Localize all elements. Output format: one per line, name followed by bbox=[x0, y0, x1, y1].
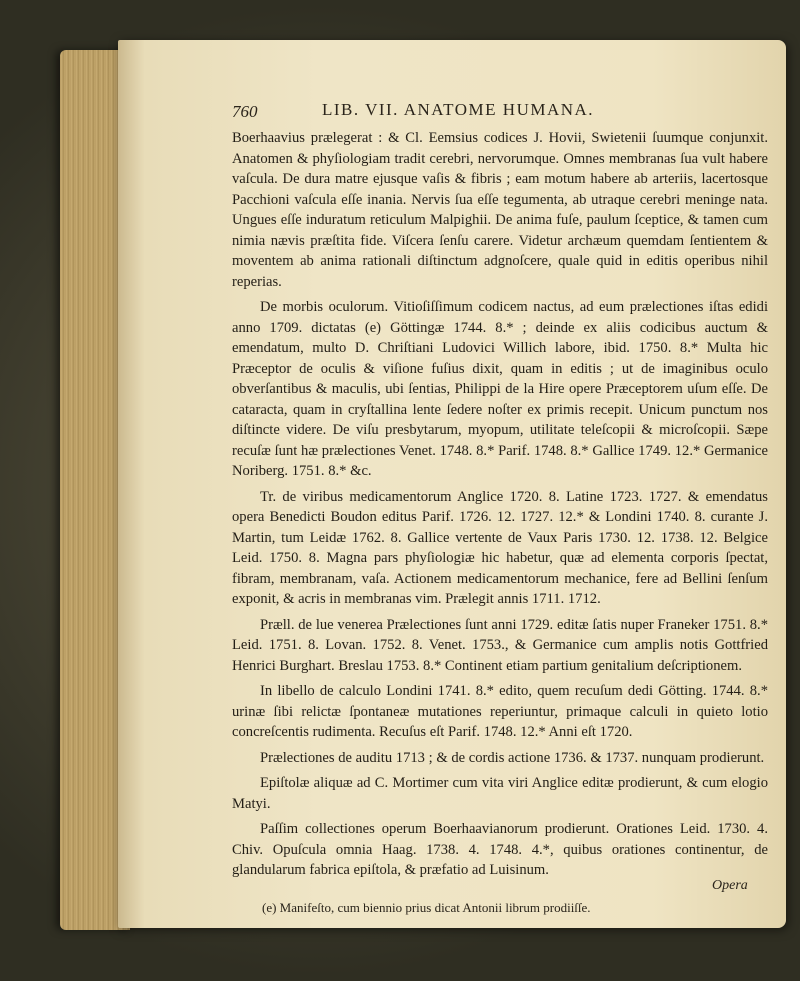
page-header bbox=[232, 100, 752, 128]
paragraph-7: Epiſtolæ aliquæ ad C. Mortimer cum vita viri Anglice editæ prodierunt, & cum elogio Matyi. bbox=[232, 775, 768, 812]
page-number: 760 bbox=[232, 102, 258, 121]
paragraph-3: Tr. de viribus medicamentorum Anglice 1720. 8. Latine 1723. 1727. & emendatus opera Benedicti Boudon editus Parif. 1726. 12. 1727. 12.* & Londini 1740. 8. curante J. Martin, tum Leidæ 1762. 8. Gallice vertente de Vaux Paris 1730. 12. 1738. 12. Belgice Leid. 1750. 8. Magna pars phyſiologiæ hic habetur, quæ ad elementa corporis ſpectat, fibram, membranam, vaſa. Actionem medicamentorum mechanice, fere ad Bellini ſenſum exponit, & acris in membranas vim. Prælegit annis 1711. 1712. bbox=[232, 488, 768, 607]
paragraph-5: In libello de calculo Londini 1741. 8.* edito, quem recuſum dedi Götting. 1744. 8.* urinæ ſibi relictæ ſpontaneæ mutationes reperiuntur, primaque calculi in quieto lotio concreſcentis rudimenta. Recuſus eſt Parif. 1748. 12.* Anni eſt 1720. bbox=[232, 683, 768, 740]
paragraph-8: Paſſim collectiones operum Boerhaavianorum prodierunt. Orationes Leid. 1730. 4. Chiv. Opuſcula omnia Haag. 1738. 4. 1748. 4.*, quibus orationes continentur, de glandularum fabrica epiſtola, & præfatio ad Luisinum. bbox=[232, 821, 768, 878]
paragraph-2: De morbis oculorum. Vitioſiſſimum codicem nactus, ad eum prælectiones iſtas edidi anno 1709. dictatas (e) Göttingæ 1744. 8.* ; deinde ex aliis codicibus auctum & emendatum, multo D. Chriſtiani Ludovici Willich labore, ibid. 1750. 8.* Multa hic Præceptor de oculis & viſione fuſius dixit, quam in editis ; ut de imaginibus oculo obverſantibus & maculis, ubi ſentias, Philippi de la Hire opere Præceptorem uſum eſſe. De cataracta, quam in cryſtallina lente ſedere noſter ex primis recepit. Unicum punctum nos diſtincte videre. De viſu presbytarum, myopum, utilitate teleſcopii & microſcopii. Sæpe recuſæ ſunt hæ prælectiones Venet. 1748. 8.* Parif. 1748. 8.* Gallice 1749. 12.* Germanice Noriberg. 1751. 8.* &c. bbox=[232, 299, 768, 479]
footnote: (e) Manifeſto, cum biennio prius dicat Antonii librum prodiiſſe. bbox=[262, 900, 591, 915]
body-text bbox=[232, 128, 768, 886]
paragraph-1: Boerhaavius prælegerat : & Cl. Eemsius codices J. Hovii, Swietenii ſuumque conjunxit. Anatomen & phyſiologiam tradit cerebri, nervorumque. Omnes membranas ſua vult habere vaſcula. De dura matre ejusque vaſis & fibris ; eam motum habere ab arteriis, lacertosque Pacchioni vaſcula eſſe inania. Nervis ſua eſſe tegumenta, ab utraque cerebri meninge nata. Ungues eſſe induratum reticulum Malpighii. De anima fuſe, paulum ſceptice, & tamen cum nimia nævis præſtita fide. Viſcera ſenſu carere. Videtur archæum quemdam ſentientem & moventem ab anima rationali diſtinctum adgnoſcere, quale quid in editis operibus nihil reperias. bbox=[232, 130, 768, 290]
paragraph-6: Prælectiones de auditu 1713 ; & de cordis actione 1736. & 1737. nunquam prodierunt. bbox=[260, 749, 765, 766]
catchword: Opera bbox=[712, 878, 748, 893]
paragraph-4: Præll. de lue venerea Prælectiones ſunt anni 1729. editæ ſatis nuper Franeker 1751. 8.* Leid. 1751. 8. Lovan. 1752. 8. Venet. 1753., & Germanice cum amplis notis Gottfried Henrici Burghart. Breslau 1753. 8.* Continent etiam partium genitalium deſcriptionem. bbox=[232, 616, 768, 674]
running-head: LIB. VII. ANATOME HUMANA. bbox=[322, 100, 595, 119]
